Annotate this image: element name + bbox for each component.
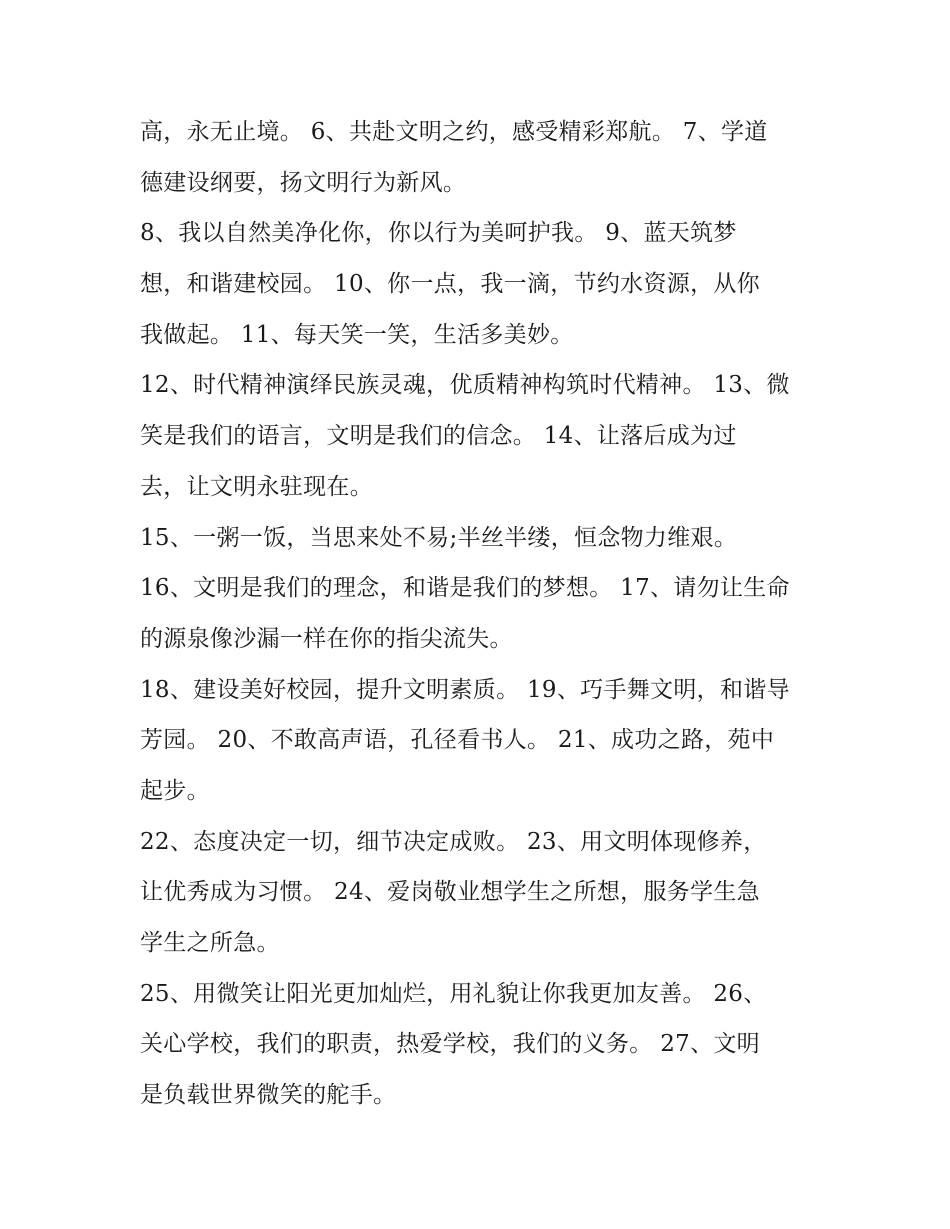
text-line: 起步。 [140, 777, 210, 804]
text-line: 15、一粥一饭，当思来处不易;半丝半缕，恒念物力维艰。 [140, 524, 738, 551]
text-line: 12、时代精神演绎民族灵魂，优质精神构筑时代精神。 13、微 [140, 372, 790, 399]
text-line: 让优秀成为习惯。 24、爱岗敬业想学生之所想，服务学生急 [140, 879, 760, 906]
text-line: 的源泉像沙漏一样在你的指尖流失。 [140, 625, 513, 652]
text-line: 是负载世界微笑的舵手。 [140, 1082, 397, 1109]
text-line: 芳园。 20、不敢高声语，孔径看书人。 21、成功之路，苑中 [140, 727, 775, 754]
text-line: 25、用微笑让阳光更加灿烂，用礼貌让你我更加友善。 26、 [140, 980, 767, 1007]
text-line: 8、我以自然美净化你，你以行为美呵护我。 9、蓝天筑梦 [140, 220, 737, 247]
text-line: 我做起。 11、每天笑一笑，生活多美妙。 [140, 321, 574, 348]
text-line: 高，永无止境。 6、共赴文明之约，感受精彩郑航。 7、学道 [140, 119, 768, 145]
slogan-text-block [140, 107, 820, 1121]
text-line: 学生之所急。 [140, 930, 280, 956]
text-line: 22、态度决定一切，细节决定成败。 23、用文明体现修养， [140, 828, 767, 855]
text-line: 18、建设美好校园，提升文明素质。 19、巧手舞文明，和谐导 [140, 676, 790, 703]
text-line: 笑是我们的语言，文明是我们的信念。 14、让落后成为过 [140, 423, 737, 450]
text-line: 16、文明是我们的理念，和谐是我们的梦想。 17、请勿让生命 [140, 575, 790, 602]
text-line: 去，让文明永驻现在。 [140, 473, 373, 500]
text-line: 德建设纲要，扬文明行为新风。 [140, 169, 467, 196]
text-line: 关心学校，我们的职责，热爱学校，我们的义务。 27、文明 [140, 1031, 760, 1058]
text-line: 想，和谐建校园。 10、你一点，我一滴，节约水资源，从你 [140, 271, 760, 298]
